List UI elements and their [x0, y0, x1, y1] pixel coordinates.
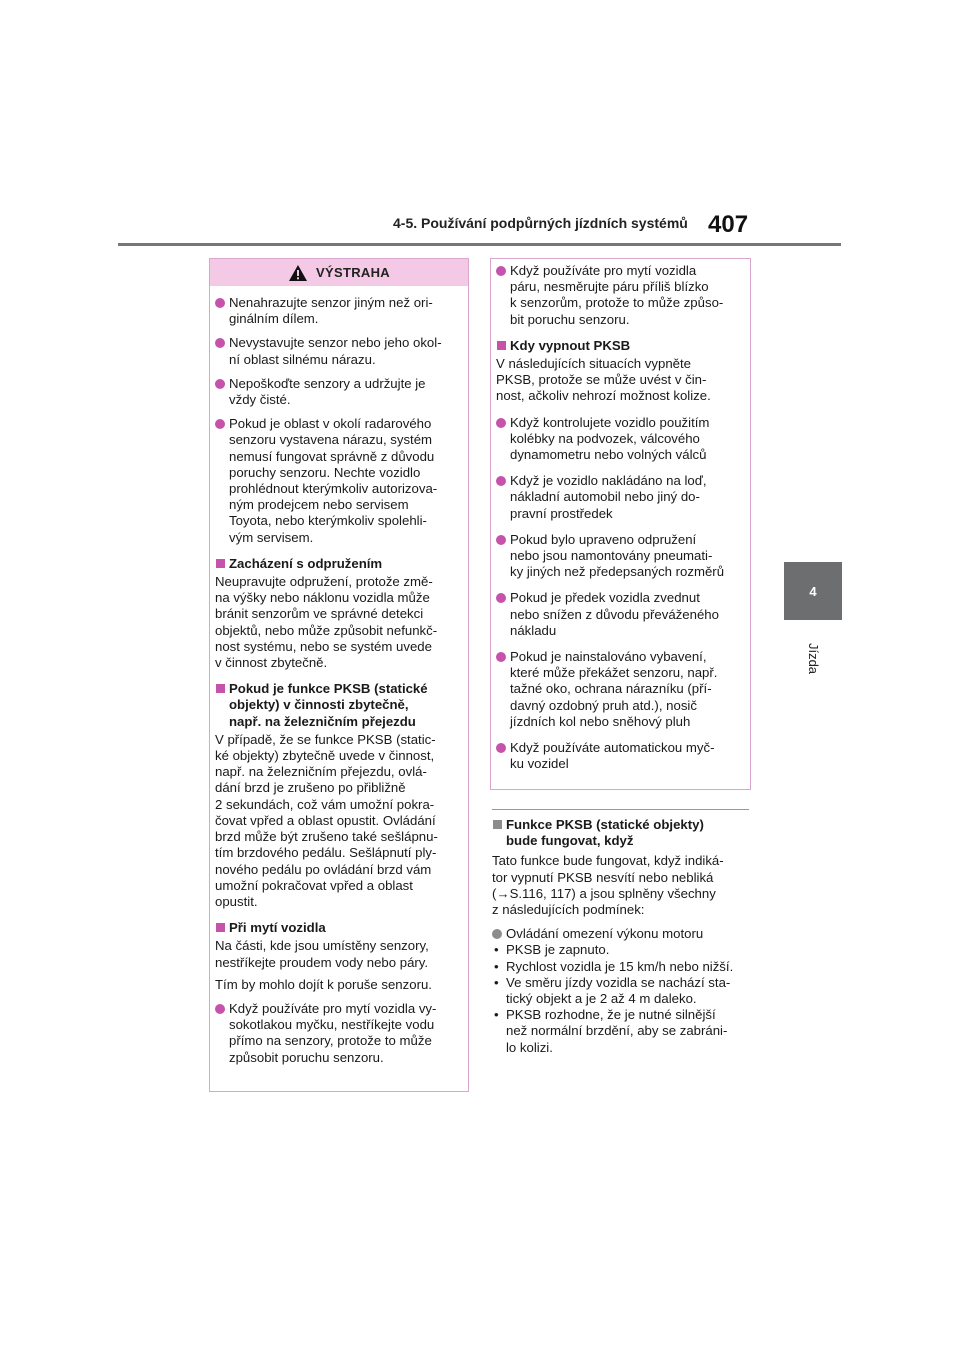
warning-right-content [496, 263, 746, 780]
bullet-dot-icon [496, 418, 506, 428]
warning-bullet [215, 295, 465, 327]
subheading-washing [215, 920, 465, 936]
subheading-text: Funkce PKSB (statické objekty) bude fungovat, když [506, 817, 704, 849]
square-bullet-icon [216, 559, 225, 568]
chapter-label-text: Jízda [806, 642, 822, 674]
bullet-dot-icon [215, 338, 225, 348]
warning-title: VÝSTRAHA [316, 265, 390, 280]
bullet-text: Pokud bylo upraveno odpružení nebo jsou namontovány pneumati- ky jiných než předepsaných rozměrů [510, 531, 725, 580]
subheading-turn-off-pksb [496, 338, 746, 354]
bullet-text: Když kontrolujete vozidlo použitím kolébky na podvozek, válcového dynamometru nebo volných válců [510, 414, 710, 463]
bullet-mark: • [494, 974, 499, 990]
bullet-dot-icon [496, 535, 506, 545]
bullet-text: Když je vozidlo nakládáno na loď, nákladní automobil nebo jiný do- pravní prostředek [510, 473, 707, 521]
warning-bullet [215, 416, 465, 546]
condition-text: Ve směru jízdy vozidla se nachází sta- tický objekt a je 2 až 4 m daleko. [506, 974, 731, 1007]
condition-item [492, 959, 754, 975]
warning-bullet [215, 335, 465, 367]
section-divider [492, 809, 749, 810]
section-title: 4-5. Používání podpůrných jízdních systémů [393, 215, 688, 231]
condition-text: Rychlost vozidla je 15 km/h nebo nižší. [506, 958, 734, 974]
warning-left-content [215, 295, 465, 1074]
warning-bullet [215, 376, 465, 408]
condition-bullet [492, 926, 754, 942]
bullet-text: Ovládání omezení výkonu motoru [506, 926, 704, 942]
square-bullet-icon [493, 820, 502, 829]
bullet-mark: • [494, 942, 499, 958]
paragraph-pksb-works: Tato funkce bude fungovat, když indiká- tor vypnutí PKSB nesvítí nebo nebliká (→S.116, 117) a jsou splněny všechny z následujících podmínek: [492, 853, 724, 918]
bullet-dot-icon [496, 652, 506, 662]
subheading-text: Zacházení s odpružením [229, 555, 383, 571]
bullet-text: Nenahrazujte senzor jiným než ori- ginálním dílem. [229, 295, 433, 327]
bullet-mark: • [494, 1007, 499, 1023]
bullet-text: Když používáte pro mytí vozidla vy- sokotlakou myčku, nestříkejte vodu přímo na senzory, protože to může způsobit poruchu senzoru. [229, 1000, 437, 1065]
bullet-text: Když používáte pro mytí vozidla páru, nesměrujte páru příliš blízko k senzorům, protože to může způso- bit poruchu senzoru. [510, 263, 724, 327]
bullet-text: Nepoškoďte senzory a udržujte je vždy čisté. [229, 375, 426, 408]
warning-bullet [496, 532, 746, 581]
paragraph-turn-off-pksb: V následujících situacích vypněte PKSB, protože se může uvést v čin- nost, ačkoliv nehrozí možnost kolize. [496, 356, 711, 404]
warning-bullet [496, 740, 746, 772]
bullet-dot-icon [215, 1004, 225, 1014]
bullet-text: Pokud je nainstalováno vybavení, které může překážet senzoru, např. tažné oko, ochrana nárazníku (pří- davný ozdobný pruh atd.), nosič jízdních kol nebo sněhový pluh [510, 649, 718, 729]
condition-text: PKSB je zapnuto. [506, 942, 610, 958]
header-divider [118, 243, 841, 246]
condition-item [492, 1007, 754, 1056]
bullet-text: Pokud je předek vozidla zvednut nebo snížen z důvodu převáženého nákladu [510, 590, 719, 638]
warning-bullet [496, 263, 746, 328]
bullet-dot-icon [496, 593, 506, 603]
subheading-text: Pokud je funkce PKSB (statické objekty) v činnosti zbytečně, např. na železničním přejezdu [229, 681, 428, 729]
paragraph-pksb-unnecessary: V případě, že se funkce PKSB (static- ké objekty) zbytečně uvede v činnost, např. na železničním přejezdu, ovlá- dání brzd je zrušeno po přibližně 2 sekundách, což vám umožní pokra- čovat vpřed a oblast opustit. Ovládání brzd může být zrušeno také sešlápnu- tím brzdového pedálu. Sešlápnutí ply- nového pedálu po ovládání brzd vám umožní pokračovat vpřed a oblast opustit. [215, 731, 438, 909]
warning-triangle-icon [288, 264, 308, 282]
subheading-text: Při mytí vozidla [229, 920, 326, 936]
bullet-dot-icon [215, 379, 225, 389]
subheading-pksb-unnecessary [215, 681, 465, 730]
bullet-dot-icon [215, 298, 225, 308]
bullet-dot-icon [492, 929, 502, 939]
square-bullet-icon [497, 341, 506, 350]
bullet-dot-icon [496, 266, 506, 276]
warning-bullet [215, 1001, 465, 1066]
bullet-dot-icon [215, 419, 225, 429]
chapter-tab [784, 562, 842, 620]
warning-bullet [496, 473, 746, 522]
square-bullet-icon [216, 923, 225, 932]
subheading-text: Kdy vypnout PKSB [510, 337, 631, 353]
bullet-text: Pokud je oblast v okolí radarového senzoru vystavena nárazu, systém nemusí fungovat správně z důvodu poruchy senzoru. Nechte vozidlo prohlédnout kterýmkoliv autorizova- ným prodejcem nebo servisem Toyota, nebo kterýmkoliv spolehli- vým servisem. [229, 416, 438, 545]
warning-bullet [496, 649, 746, 730]
condition-text: PKSB rozhodne, že je nutné silnější než normální brzdění, aby se zabráni- lo kolizi. [506, 1007, 728, 1055]
condition-item [492, 975, 754, 1007]
subheading-pksb-works [492, 817, 754, 849]
paragraph-washing-1: Na části, kde jsou umístěny senzory, nestříkejte proudem vody nebo páry. [215, 938, 429, 970]
warning-bullet [496, 590, 746, 639]
bullet-dot-icon [496, 476, 506, 486]
main-content [492, 817, 754, 1056]
bullet-mark: • [494, 958, 499, 974]
page-number: 407 [708, 211, 749, 238]
paragraph-suspension: Neupravujte odpružení, protože změ- na výšky nebo náklonu vozidla může bránit senzorům ve správné detekci objektů, nebo může způsobit nefunkč- nost systému, nebo se systém uvede v činnost zbytečně. [215, 574, 438, 671]
chapter-label [796, 628, 832, 688]
chapter-number: 4 [809, 583, 817, 599]
paragraph-washing-2: Tím by mohlo dojít k poruše senzoru. [215, 976, 432, 992]
condition-item [492, 942, 754, 958]
bullet-text: Nevystavujte senzor nebo jeho okol- ní oblast silnému nárazu. [229, 335, 442, 367]
subheading-suspension [215, 556, 465, 572]
bullet-dot-icon [496, 743, 506, 753]
warning-bullet [496, 415, 746, 464]
bullet-text: Když používáte automatickou myč- ku vozidel [510, 740, 715, 772]
warning-header [210, 259, 468, 286]
square-bullet-icon [216, 684, 225, 693]
